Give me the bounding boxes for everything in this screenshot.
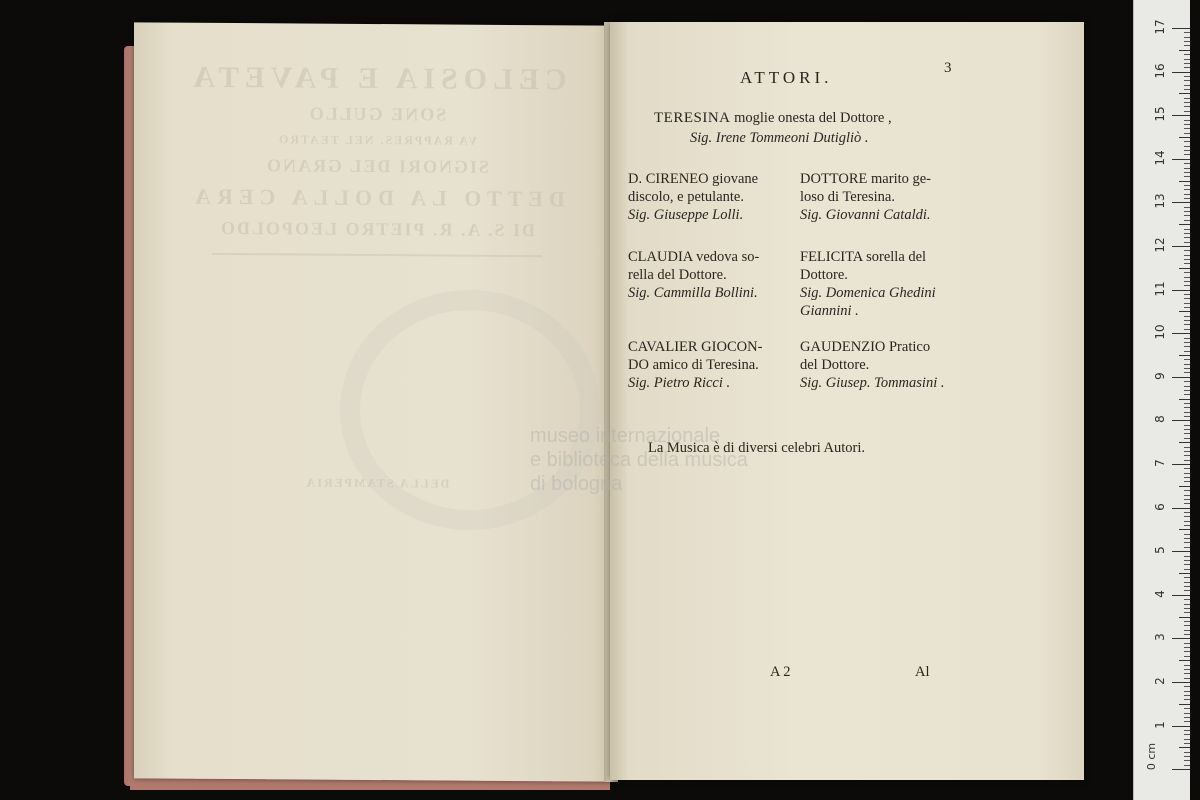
- ruler-tick: [1184, 643, 1190, 644]
- ruler-tick: [1184, 556, 1190, 557]
- ruler-tick: [1184, 656, 1190, 657]
- catchword: Al: [915, 664, 930, 680]
- role-actor: Sig. Pietro Ricci .: [628, 375, 731, 391]
- ruler-tick: [1184, 730, 1190, 731]
- role-actor: Sig. Giusep. Tommasini .: [800, 375, 945, 391]
- ruler-tick: [1184, 590, 1190, 591]
- ruler-tick: [1184, 124, 1190, 125]
- ruler-tick: [1184, 416, 1190, 417]
- ruler-tick: [1184, 691, 1190, 692]
- page-heading: ATTORI.: [740, 68, 833, 87]
- ruler-tick: [1172, 246, 1190, 247]
- ruler-tick: [1184, 534, 1190, 535]
- role-entry-cireneo: [628, 170, 798, 224]
- ruler-label: 11: [1153, 280, 1167, 297]
- ruler-tick: [1184, 608, 1190, 609]
- ruler-label: 16: [1153, 62, 1167, 79]
- ruler-tick: [1179, 442, 1190, 443]
- ruler-tick: [1184, 146, 1190, 147]
- ruler-tick: [1184, 85, 1190, 86]
- ruler-tick: [1179, 181, 1190, 182]
- ruler-tick: [1184, 259, 1190, 260]
- watermark-line: di bologna: [530, 473, 623, 495]
- ruler-tick: [1184, 451, 1190, 452]
- ruler-tick: [1184, 207, 1190, 208]
- ruler-tick: [1184, 673, 1190, 674]
- ruler-tick: [1184, 630, 1190, 631]
- ruler-label: 6: [1153, 502, 1167, 511]
- ruler-tick: [1184, 512, 1190, 513]
- ruler-tick: [1184, 577, 1190, 578]
- ruler-tick: [1184, 386, 1190, 387]
- ruler-tick: [1184, 128, 1190, 129]
- open-book: [124, 18, 1090, 786]
- ruler-tick: [1179, 573, 1190, 574]
- ruler-tick: [1184, 403, 1190, 404]
- ruler-tick: [1184, 242, 1190, 243]
- ruler-tick: [1184, 429, 1190, 430]
- ruler-tick: [1184, 752, 1190, 753]
- ruler-tick: [1184, 499, 1190, 500]
- ruler-tick: [1184, 447, 1190, 448]
- ruler-tick: [1184, 194, 1190, 195]
- ruler-tick: [1184, 686, 1190, 687]
- ruler-tick: [1184, 390, 1190, 391]
- ruler-tick: [1172, 551, 1190, 552]
- ruler-tick: [1184, 32, 1190, 33]
- role-line: DOTTORE marito ge-: [800, 171, 932, 187]
- ruler-tick: [1184, 59, 1190, 60]
- ruler-label: 13: [1153, 193, 1167, 210]
- ruler-tick: [1179, 50, 1190, 51]
- ruler-tick: [1184, 665, 1190, 666]
- ruler-tick: [1184, 98, 1190, 99]
- lead-actor: Sig. Irene Tommeoni Dutigliò .: [690, 130, 869, 146]
- ruler-tick: [1184, 599, 1190, 600]
- ruler-tick: [1184, 713, 1190, 714]
- ruler-tick: [1184, 547, 1190, 548]
- ruler-tick: [1184, 45, 1190, 46]
- ruler-tick: [1184, 163, 1190, 164]
- ruler-tick: [1184, 372, 1190, 373]
- ruler-label: 12: [1153, 237, 1167, 253]
- ruler-tick: [1184, 717, 1190, 718]
- ruler-tick: [1184, 298, 1190, 299]
- role-actor: Sig. Giovanni Cataldi.: [800, 207, 931, 223]
- ruler-label: 9: [1153, 371, 1167, 380]
- ruler-tick: [1184, 168, 1190, 169]
- ruler-tick: [1184, 569, 1190, 570]
- role-actor: Giannini .: [800, 303, 859, 319]
- bleed-rule: [212, 253, 542, 257]
- ruler-tick: [1172, 508, 1190, 509]
- ruler-tick: [1184, 329, 1190, 330]
- ruler-tick: [1172, 595, 1190, 596]
- role-line: rella del Dottore.: [628, 267, 727, 283]
- role-line: GAUDENZIO Pratico: [800, 339, 931, 355]
- ruler-tick: [1184, 215, 1190, 216]
- ruler-tick: [1184, 381, 1190, 382]
- ruler-label: 10: [1153, 324, 1167, 340]
- ruler-tick: [1184, 316, 1190, 317]
- ruler-label: 2: [1153, 677, 1167, 685]
- ruler-tick: [1184, 438, 1190, 439]
- ruler-tick: [1184, 604, 1190, 605]
- watermark-text: [530, 424, 870, 496]
- ruler-tick: [1184, 743, 1190, 744]
- role-description: moglie onesta del Dottore ,: [734, 110, 892, 126]
- ruler-label: 17: [1153, 19, 1167, 35]
- ruler-tick: [1184, 250, 1190, 251]
- bleed-line: DI S. A. R. PIETRO LEOPOLDO: [218, 217, 536, 241]
- ruler-tick: [1184, 89, 1190, 90]
- ruler-tick: [1184, 211, 1190, 212]
- ruler-tick: [1184, 150, 1190, 151]
- bleed-line: SIGNORI DEL GRANO: [264, 155, 490, 177]
- ruler-tick: [1184, 67, 1190, 68]
- ruler-tick: [1184, 133, 1190, 134]
- ruler-label: 7: [1153, 459, 1167, 467]
- ruler-tick: [1184, 760, 1190, 761]
- ruler-tick: [1184, 708, 1190, 709]
- ruler-tick: [1172, 726, 1190, 727]
- ruler-tick: [1184, 324, 1190, 325]
- role-actor: Sig. Domenica Ghedini: [800, 285, 936, 301]
- ruler-tick: [1184, 233, 1190, 234]
- ruler-tick: [1184, 76, 1190, 77]
- ruler-tick: [1172, 202, 1190, 203]
- ruler-unit: 0 cm: [1145, 742, 1159, 771]
- ruler-label: 15: [1153, 106, 1167, 122]
- ruler-tick: [1184, 564, 1190, 565]
- ruler-tick: [1184, 198, 1190, 199]
- ruler-tick: [1184, 503, 1190, 504]
- ruler-tick: [1184, 172, 1190, 173]
- ruler-tick: [1184, 176, 1190, 177]
- ruler-tick: [1184, 272, 1190, 273]
- ruler-tick: [1184, 277, 1190, 278]
- role-line: CLAUDIA vedova so-: [628, 249, 760, 265]
- role-entry-cavalier: [628, 338, 798, 392]
- ruler-tick: [1172, 333, 1190, 334]
- role-entry-dottore: [800, 170, 970, 224]
- ruler-tick: [1184, 303, 1190, 304]
- ruler-tick: [1184, 368, 1190, 369]
- ruler-tick: [1184, 281, 1190, 282]
- ruler-tick: [1184, 678, 1190, 679]
- ruler-tick: [1184, 342, 1190, 343]
- bleed-line: DELLA STAMPERIA: [304, 475, 450, 491]
- ruler-tick: [1184, 460, 1190, 461]
- ruler-tick: [1184, 468, 1190, 469]
- ruler-tick: [1184, 521, 1190, 522]
- signature-mark: A 2: [770, 664, 791, 680]
- role-line: FELICITA sorella del: [800, 249, 927, 265]
- ruler-label: 3: [1153, 633, 1167, 642]
- ruler-tick: [1184, 455, 1190, 456]
- ruler-tick: [1184, 695, 1190, 696]
- ruler-tick: [1184, 394, 1190, 395]
- role-line: D. CIRENEO giovane: [628, 171, 759, 187]
- ruler-label: 8: [1153, 415, 1167, 424]
- ruler-tick: [1184, 407, 1190, 408]
- lead-role: [654, 110, 892, 127]
- ruler-tick: [1172, 290, 1190, 291]
- ruler-tick: [1172, 420, 1190, 421]
- ruler-tick: [1184, 756, 1190, 757]
- role-line: del Dottore.: [800, 357, 870, 373]
- ruler-tick: [1184, 351, 1190, 352]
- ruler-tick: [1184, 120, 1190, 121]
- role-entry-felicita: [800, 248, 970, 320]
- ruler-tick: [1179, 93, 1190, 94]
- ruler-tick: [1179, 224, 1190, 225]
- ruler-tick: [1184, 765, 1190, 766]
- ruler-tick: [1184, 586, 1190, 587]
- ruler-tick: [1179, 617, 1190, 618]
- ruler-tick: [1184, 481, 1190, 482]
- ruler-tick: [1184, 612, 1190, 613]
- ruler-tick: [1179, 137, 1190, 138]
- watermark-line: museo internazionale: [530, 425, 721, 447]
- ruler-tick: [1172, 115, 1190, 116]
- ruler-tick: [1184, 425, 1190, 426]
- ruler-tick: [1184, 699, 1190, 700]
- measurement-ruler: [1133, 0, 1190, 800]
- role-line: DO amico di Teresina.: [628, 357, 759, 373]
- ruler-tick: [1184, 625, 1190, 626]
- ruler-tick: [1184, 294, 1190, 295]
- ruler-tick: [1184, 80, 1190, 81]
- ruler-tick: [1184, 647, 1190, 648]
- ruler-tick: [1172, 377, 1190, 378]
- ruler-tick: [1184, 473, 1190, 474]
- music-note: La Musica è di diversi celebri Autori.: [648, 440, 866, 456]
- ruler-tick: [1184, 582, 1190, 583]
- ruler-tick: [1172, 638, 1190, 639]
- ruler-tick: [1184, 516, 1190, 517]
- ruler-tick: [1184, 669, 1190, 670]
- ruler-tick: [1184, 346, 1190, 347]
- role-entry-gaudenzio: [800, 338, 970, 392]
- ruler-tick: [1172, 464, 1190, 465]
- ruler-tick: [1184, 102, 1190, 103]
- ruler-label: 4: [1153, 589, 1167, 598]
- ruler-tick: [1184, 634, 1190, 635]
- ruler-tick: [1184, 734, 1190, 735]
- ruler-tick: [1184, 721, 1190, 722]
- ruler-tick: [1184, 538, 1190, 539]
- bleed-line: SONE GULLO: [307, 103, 447, 125]
- ruler-tick: [1179, 268, 1190, 269]
- role-actor: Sig. Cammilla Bollini.: [628, 285, 758, 301]
- role-entry-claudia: [628, 248, 798, 302]
- ruler-tick: [1184, 359, 1190, 360]
- ruler-tick: [1184, 263, 1190, 264]
- ruler-tick: [1179, 399, 1190, 400]
- ruler-tick: [1179, 355, 1190, 356]
- ruler-tick: [1184, 237, 1190, 238]
- ruler-tick: [1184, 495, 1190, 496]
- watermark-line: e biblioteca della musica: [530, 449, 748, 471]
- ruler-tick: [1184, 542, 1190, 543]
- ruler-tick: [1179, 747, 1190, 748]
- ruler-tick: [1184, 141, 1190, 142]
- ruler-tick: [1184, 490, 1190, 491]
- ruler-tick: [1179, 311, 1190, 312]
- ruler-tick: [1179, 486, 1190, 487]
- ruler-tick: [1184, 185, 1190, 186]
- ruler-label: 14: [1153, 150, 1167, 166]
- ruler-tick: [1184, 54, 1190, 55]
- role-name: TERESINA: [654, 110, 731, 126]
- role-line: loso di Teresina.: [800, 189, 895, 205]
- ruler-tick: [1184, 154, 1190, 155]
- ruler-tick: [1184, 525, 1190, 526]
- ruler-tick: [1184, 651, 1190, 652]
- ruler-tick: [1179, 704, 1190, 705]
- ruler-tick: [1184, 320, 1190, 321]
- role-line: Dottore.: [800, 267, 848, 283]
- ruler-tick: [1184, 364, 1190, 365]
- ruler-tick: [1184, 477, 1190, 478]
- ruler-tick: [1184, 338, 1190, 339]
- ruler-tick: [1179, 660, 1190, 661]
- ruler-tick: [1172, 28, 1190, 29]
- ruler-tick: [1184, 255, 1190, 256]
- ruler-tick: [1184, 189, 1190, 190]
- ruler-tick: [1184, 41, 1190, 42]
- ruler-tick: [1172, 72, 1190, 73]
- bleed-line: DETTO LA DOLLA CERA: [189, 183, 565, 212]
- ruler-tick: [1184, 285, 1190, 286]
- ruler-tick: [1172, 769, 1190, 770]
- ruler-label: 1: [1153, 720, 1167, 729]
- ruler-tick: [1184, 412, 1190, 413]
- ruler-tick: [1184, 433, 1190, 434]
- ruler-tick: [1172, 682, 1190, 683]
- bleed-line: CELOSIA E PAVETA: [187, 60, 567, 97]
- ruler-tick: [1184, 220, 1190, 221]
- ruler-tick: [1184, 37, 1190, 38]
- page-number: 3: [944, 60, 952, 76]
- role-line: CAVALIER GIOCON-: [628, 339, 763, 355]
- role-line: discolo, e petulante.: [628, 189, 744, 205]
- ruler-label: 5: [1153, 546, 1167, 555]
- ruler-tick: [1184, 739, 1190, 740]
- ruler-tick: [1184, 229, 1190, 230]
- ruler-tick: [1172, 159, 1190, 160]
- ruler-tick: [1184, 307, 1190, 308]
- ruler-tick: [1179, 529, 1190, 530]
- ruler-tick: [1184, 106, 1190, 107]
- ruler-tick: [1184, 111, 1190, 112]
- ruler-tick: [1184, 621, 1190, 622]
- ruler-tick: [1184, 63, 1190, 64]
- role-actor: Sig. Giuseppe Lolli.: [628, 207, 744, 223]
- bleed-line: VA RAPPRES. NEL TEATRO: [276, 132, 478, 148]
- ruler-tick: [1184, 560, 1190, 561]
